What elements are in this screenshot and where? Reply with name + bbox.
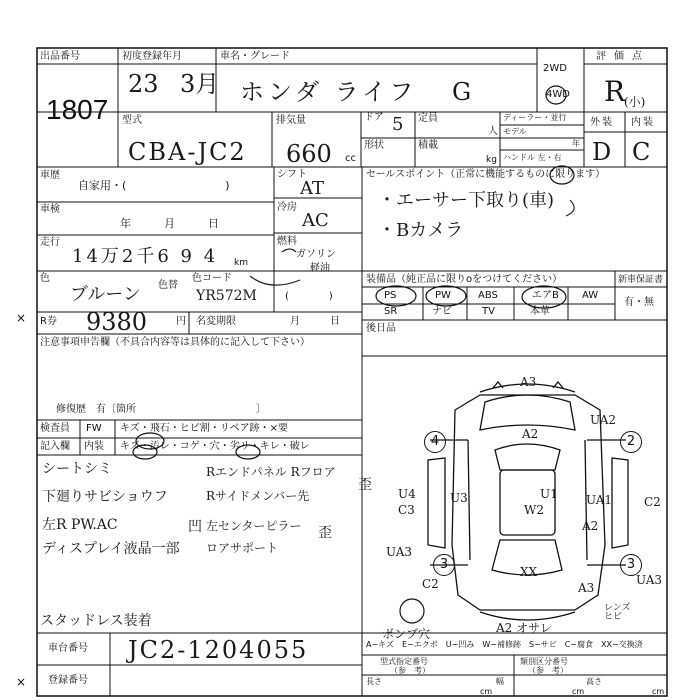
side-mark-top: × — [16, 311, 27, 325]
capacity-label: 定員 — [418, 113, 438, 124]
hw-note-8: ロアサポート — [206, 541, 279, 555]
inspector-fw-items: キズ・飛石・ヒビ割・リペア跡・×要 — [120, 423, 288, 434]
length-unit: cm — [480, 687, 493, 696]
diag-label-xx: XX — [520, 565, 538, 579]
history-value: 自家用・( ) — [78, 179, 230, 192]
diag-label-lens: レンズ ヒビ — [604, 603, 631, 622]
diag-label-bumper-hole: ボンブ穴 — [382, 627, 431, 641]
diag-label-ua3-left: UA3 — [386, 545, 413, 559]
reg-label: 登録番号 — [48, 675, 88, 686]
inspector-label-1: 検査員 — [40, 423, 70, 434]
chassis-value: JC2-1204055 — [128, 636, 309, 664]
notes-label: 注意事項申告欄（不具合内容等は具体的に記入して下さい） — [40, 337, 310, 348]
shift-value: AT — [300, 178, 325, 199]
model-year-unit: 年 — [572, 139, 580, 148]
first-reg-month: 3月 — [180, 70, 220, 98]
diag-label-a3-top: A3 — [520, 375, 537, 389]
int-grade: C — [632, 138, 651, 166]
shift-label: シフト — [277, 169, 307, 180]
hw-note-10: 凹 — [188, 519, 202, 535]
diag-label-c2-right: C2 — [644, 495, 661, 509]
diag-label-c3: C3 — [398, 503, 415, 517]
diag-circle-3-left-text: 3 — [439, 557, 449, 572]
model-year-label: モデル — [503, 127, 527, 136]
width-label: 幅 — [496, 677, 504, 686]
displacement-label: 排気量 — [276, 115, 306, 126]
grade-score-label: 評価点 — [596, 51, 650, 62]
warranty-label: 新車保証書 — [618, 275, 664, 285]
side-mark-bottom: × — [16, 675, 27, 689]
mileage-value: 14万2千6 9 4 — [72, 246, 219, 267]
rear-seat-label: 後日品 — [366, 323, 396, 334]
height-unit: cm — [652, 687, 665, 696]
grade-score: R — [604, 75, 626, 108]
color-value: ブルーン — [70, 284, 141, 305]
hw-note-11: 歪 — [318, 525, 332, 541]
hw-note-6: Rサイドメンバー先 — [206, 489, 310, 503]
dealer-label: ディーラー・並行 — [503, 113, 567, 122]
fuel-label: 燃料 — [277, 236, 297, 247]
inspector-interior-items: キズ・汚レ・コゲ・穴・劣リ・キレ・破レ — [120, 441, 310, 452]
doors: 5 — [392, 114, 404, 135]
inspector-label-2: 記入欄 — [40, 441, 70, 452]
diag-circle-4 — [424, 431, 446, 453]
equip-sr: SR — [384, 306, 398, 317]
mileage-unit: km — [234, 258, 248, 268]
diag-label-a2-bottom: A2 オサレ — [496, 621, 552, 635]
diag-label-w2: W2 — [524, 503, 544, 517]
first-reg-year: 23 — [128, 70, 159, 98]
grade-score-note: (小) — [624, 95, 646, 109]
equip-pw: PW — [435, 290, 451, 301]
repair-label: 修復歴 有〔箇所 〕 — [56, 404, 266, 415]
diag-label-ua2: UA2 — [590, 413, 617, 427]
inspector-fw: FW — [86, 423, 102, 434]
ac-label: 冷房 — [277, 202, 297, 213]
hw-note-1: シートシミ — [42, 461, 112, 477]
height-label: 高さ — [586, 677, 602, 686]
doors-label: ドア — [364, 112, 384, 123]
equip-navi: ナビ — [432, 306, 452, 317]
diag-label-c2-bottom: C2 — [422, 577, 439, 591]
ext-grade: D — [592, 138, 612, 166]
form-type-label: 型式指定番号 — [380, 657, 428, 666]
sales-label: セールスポイント（正常に機能するものに限ります） — [366, 169, 606, 180]
hw-note-12: スタッドレス装着 — [40, 613, 152, 629]
recycle-unit: 円 — [176, 316, 186, 327]
diag-label-ua1: UA1 — [586, 493, 613, 507]
equip-airbag: エアB — [532, 290, 559, 301]
hw-note-4: ディスプレイ液晶一部 — [42, 541, 180, 557]
car-name: ホンダ ライフ — [240, 78, 418, 106]
color-code: YR572M — [196, 288, 257, 304]
displacement-unit: cc — [345, 153, 356, 164]
chassis-label: 車台番号 — [48, 643, 88, 654]
color-label: 色 — [40, 273, 50, 284]
grade: G — [452, 78, 472, 106]
diag-label-ua3-right: UA3 — [636, 573, 663, 587]
warranty-value: 有・無 — [624, 297, 654, 308]
hw-note-7: 左センターピラー — [206, 519, 302, 533]
class-label: 類別区分番号 — [520, 657, 568, 666]
inspector-interior: 内装 — [84, 441, 104, 452]
drive-2wd: 2WD — [543, 63, 567, 74]
title-change-label: 名変期限 — [196, 316, 236, 327]
fuel-diesel: 軽油 — [310, 263, 330, 274]
fuel-gas: ガソリン — [296, 249, 336, 260]
damage-legend: A−キズ E−エクボ U−凹み W−補修跡 S−サビ C−腐食 XX−交換済 — [366, 640, 643, 649]
sales-line-2: ・Bカメラ — [378, 220, 464, 241]
diag-label-a3-bottom: A3 — [578, 581, 595, 595]
lot-label: 出品番号 — [40, 51, 80, 62]
inspection-label: 車検 — [40, 204, 60, 215]
diag-circle-4-text: 4 — [430, 434, 440, 449]
diag-circle-3-right-text: 3 — [626, 557, 636, 572]
diag-label-u1: U1 — [540, 487, 558, 501]
diag-label-a2-mid: A2 — [582, 519, 599, 533]
diag-circle-2 — [620, 431, 642, 453]
model-code: CBA-JC2 — [128, 138, 247, 166]
diag-label-u3: U3 — [450, 491, 468, 505]
history-label: 車歴 — [40, 170, 60, 181]
length-label: 長さ — [366, 677, 382, 686]
equip-ps: PS — [384, 290, 397, 301]
color-code-label: 色コード — [192, 273, 232, 284]
color-change-label: 色替 — [158, 280, 178, 291]
equipment-label: 装備品（純正品に限りoをつけてください） — [366, 274, 563, 285]
inspection-value: 年 月 日 — [120, 217, 219, 230]
diag-circle-2-text: 2 — [626, 434, 636, 449]
first-reg-label: 初度登録年月 — [122, 51, 182, 62]
displacement: 660 — [286, 140, 332, 168]
diag-label-a2-top: A2 — [522, 427, 539, 441]
equip-tv: TV — [482, 306, 495, 317]
mileage-label: 走行 — [40, 237, 60, 248]
diag-label-u4: U4 — [398, 487, 416, 501]
handle-label: ハンドル 左・右 — [503, 153, 562, 162]
diag-circle-3-right — [620, 554, 642, 576]
hw-note-3: 左R PW.AC — [42, 517, 118, 533]
form-type-note: （参 考） — [390, 666, 430, 675]
width-unit: cm — [572, 687, 585, 696]
car-name-label: 車名・グレード — [220, 51, 290, 62]
int-label: 内装 — [631, 117, 655, 128]
equip-abs: ABS — [478, 290, 498, 301]
hw-note-9: 歪 — [358, 477, 372, 493]
ext-label: 外装 — [590, 117, 614, 128]
recycle-value: 9380 — [86, 308, 148, 336]
ac-value: AC — [302, 210, 329, 231]
equip-leather: 本革 — [530, 306, 550, 317]
hw-note-5: Rエンドパネル Rフロア — [206, 465, 336, 479]
recycle-label: R券 — [40, 316, 57, 327]
model-label: 型式 — [122, 115, 142, 126]
diag-circle-3-left — [433, 554, 455, 576]
lot-number: 1807 — [46, 94, 109, 125]
sales-line-1: ・エーサー下取り(車) — [378, 190, 555, 211]
drive-4wd: 4WD — [546, 89, 570, 100]
equip-aw: AW — [582, 290, 599, 301]
capacity-unit: 人 — [488, 126, 498, 137]
fuel-paren: ( ) — [285, 291, 333, 302]
shape-label: 形状 — [364, 140, 384, 151]
load-label: 積載 — [418, 140, 438, 151]
class-note: （参 考） — [528, 666, 568, 675]
title-change-value: 月 日 — [290, 316, 340, 327]
hw-note-2: 下廻りサビショウフ — [42, 489, 168, 505]
load-unit: kg — [486, 155, 497, 165]
